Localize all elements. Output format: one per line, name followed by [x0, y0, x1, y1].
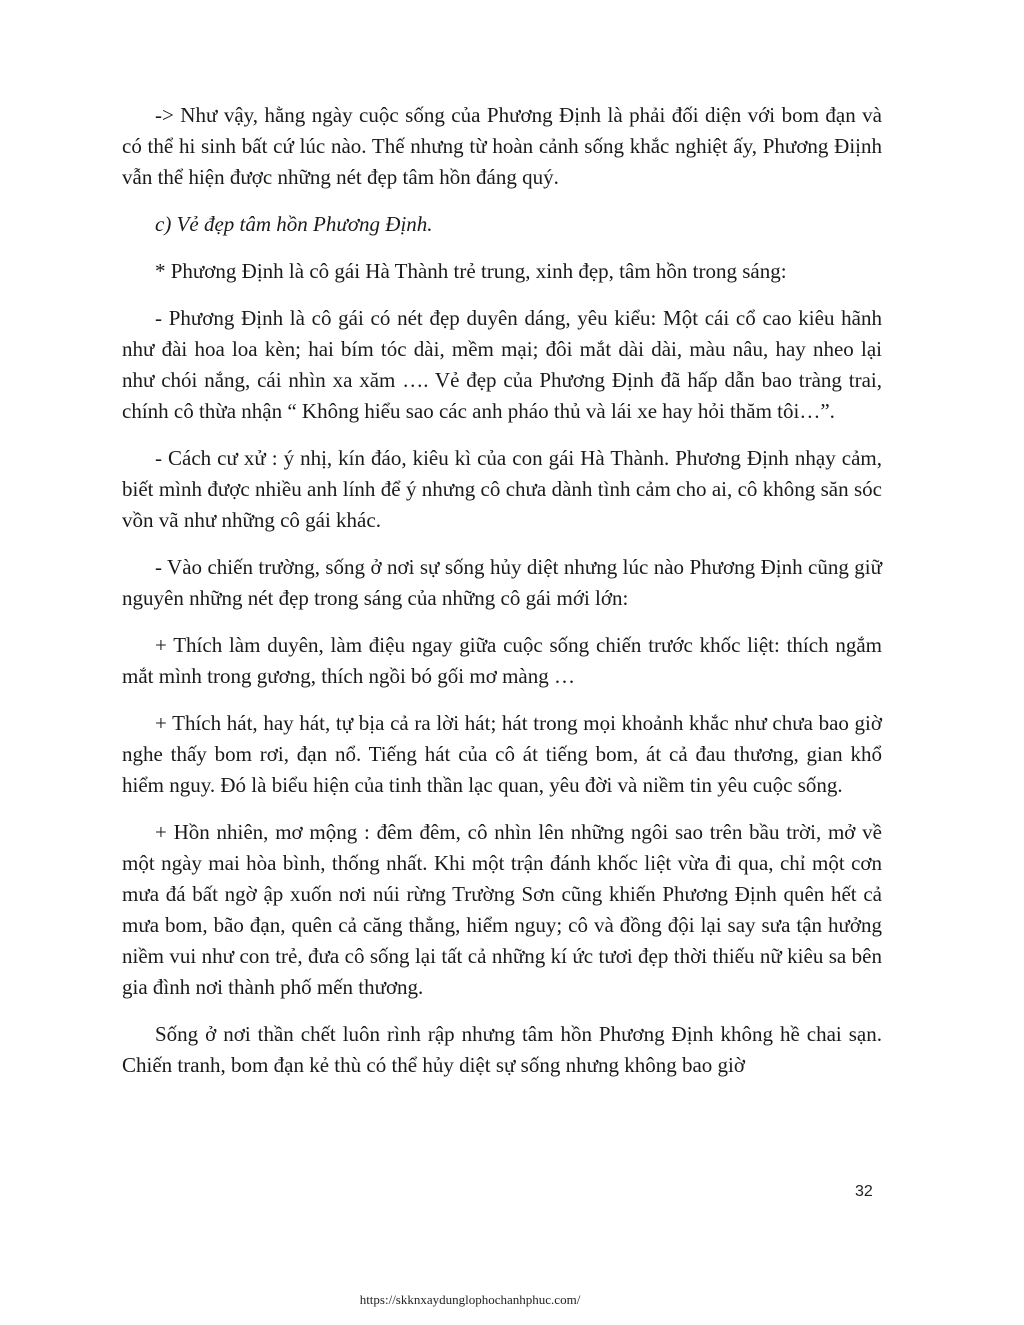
paragraph-intro: * Phương Định là cô gái Hà Thành trẻ trung, xinh đẹp, tâm hồn trong sáng:	[155, 259, 787, 283]
paragraph-conclusion: Sống ở nơi thần chết luôn rình rập nhưng tâm hồn Phương Định không hề chai sạn. Chiến tranh, bom đạn kẻ thù có thể hủy diệt sự sống nhưng không bao giờ	[122, 1022, 882, 1077]
paragraph-appearance: - Phương Định là cô gái có nét đẹp duyên dáng, yêu kiểu: Một cái cổ cao kiêu hãnh như đài hoa loa kèn; hai bím tóc dài, mềm mại; đôi mắt dài dài, màu nâu, hay nheo lại như chói nắng, cái nhìn xa xăm …. Vẻ đẹp của Phương Định đã hấp dẫn bao tràng trai, chính cô thừa nhận “ Không hiểu sao các anh pháo thủ và lái xe hay hỏi thăm tôi…”.	[122, 306, 882, 423]
paragraph-battlefield: - Vào chiến trường, sống ở nơi sự sống hủy diệt nhưng lúc nào Phương Định cũng giữ nguyên những nét đẹp trong sáng của những cô gái mới lớn:	[122, 555, 882, 610]
paragraph-charm: + Thích làm duyên, làm điệu ngay giữa cuộc sống chiến trước khốc liệt: thích ngắm mắt mình trong gương, thích ngồi bó gối mơ màng …	[122, 633, 882, 688]
paragraph-singing: + Thích hát, hay hát, tự bịa cả ra lời hát; hát trong mọi khoảnh khắc như chưa bao giờ nghe thấy bom rơi, đạn nổ. Tiếng hát của cô át tiếng bom, át cả đau thương, gian khổ hiểm nguy. Đó là biểu hiện của tinh thần lạc quan, yêu đời và niềm tin yêu cuộc sống.	[122, 711, 882, 797]
document-body	[122, 100, 882, 1097]
paragraph-behavior: - Cách cư xử : ý nhị, kín đáo, kiêu kì của con gái Hà Thành. Phương Định nhạy cảm, biết mình được nhiều anh lính để ý nhưng cô chưa dành tình cảm cho ai, cô không săn sóc vồn vã như những cô gái khác.	[122, 446, 882, 532]
page-number: 32	[855, 1183, 873, 1200]
source-url[interactable]: https://skknxaydunglophochanhphuc.com/	[359, 1292, 581, 1307]
paragraph-summary: -> Như vậy, hằng ngày cuộc sống của Phương Định là phải đối diện với bom đạn và có thể hi sinh bất cứ lúc nào. Thế nhưng từ hoàn cảnh sống khắc nghiệt ấy, Phương Điịnh vẫn thể hiện được những nét đẹp tâm hồn đáng quý.	[122, 103, 882, 189]
paragraph-dreaming: + Hồn nhiên, mơ mộng : đêm đêm, cô nhìn lên những ngôi sao trên bầu trời, mở về một ngày mai hòa bình, thống nhất. Khi một trận đánh khốc liệt vừa đi qua, chỉ một cơn mưa đá bất ngờ ập xuốn nơi núi rừng Trường Sơn cũng khiến Phương Định quên hết cả mưa bom, bão đạn, quên cả căng thẳng, hiểm nguy; cô và đồng đội lại say sưa tận hưởng niềm vui như con trẻ, đưa cô sống lại tất cả những kí ức tươi đẹp thời thiếu nữ kiêu sa bên gia đình nơi thành phố mến thương.	[122, 820, 882, 999]
section-heading: c) Vẻ đẹp tâm hồn Phương Định.	[155, 212, 433, 236]
